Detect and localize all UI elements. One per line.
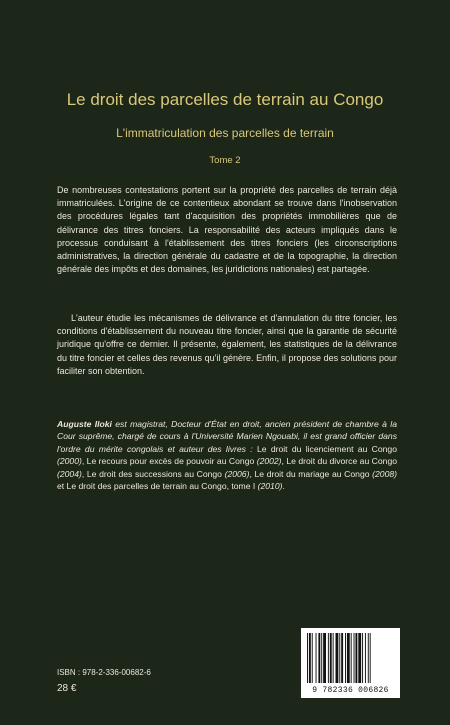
barcode-bar — [330, 633, 332, 683]
barcode-bar — [341, 633, 343, 683]
work-4-year: (2006) — [224, 468, 250, 479]
barcode-bar — [312, 633, 313, 683]
barcode-bar — [351, 633, 352, 683]
summary-paragraph-1: De nombreuses contestations portent sur la propriété des parcelles de terrain déjà immatriculées. L'origine de ce contentieux abondant se trouve dans l'inobservation des procédures légales tant d'acquisition des propriétés immobilières que de délivrance des titres fonciers. La responsabilité des acteurs impliqués dans le processus conduisant à l'établissement des titres fonciers (les circonscriptions administratives, la direction générale du cadastre et de la topographie, la direction générale des impôts et des domaines, les juridictions nationales) est partagée. — [57, 185, 397, 275]
barcode-bar — [365, 633, 366, 683]
barcode-bar — [345, 633, 346, 683]
barcode-bar — [355, 633, 357, 683]
work-3-year: (2004) — [57, 468, 82, 479]
barcode-bar — [318, 633, 320, 683]
barcode-bar — [328, 633, 329, 683]
barcode-bar — [370, 633, 371, 683]
barcode-bar — [354, 633, 355, 683]
work-5-year: (2008) — [372, 468, 397, 479]
bio-end: . — [282, 481, 285, 492]
tome-label: Tome 2 — [209, 155, 241, 166]
price-label: 28 € — [57, 683, 77, 694]
barcode-bar — [321, 633, 322, 683]
author-bio-text: est magistrat, Docteur d'État en droit, ancien président de chambre à la Cour suprême, chargé de cours à l'Université Marien Ngouabi, il est grand officier dans l'ordre du mérite congolais et auteur des livres : — [57, 419, 397, 454]
barcode-bar — [309, 633, 311, 683]
barcode-bar — [362, 633, 363, 683]
summary-paragraph-2: L'auteur étudie les mécanismes de délivrance et d'annulation du titre foncier, les conditions d'établissement du nouveau titre foncier, ainsi que la garantie de sécurité juridique qu'offre ce dernier. Il présente, également, les statistiques de la délivrance du titre foncier et celles des revenus qu'il génère. Enfin, il propose des solutions pour faciliter son obtention. — [57, 313, 397, 376]
work-1: Le droit du licenciement au Congo — [252, 443, 397, 454]
book-title: Le droit des parcelles de terrain au Congo — [66, 90, 384, 109]
book-subtitle: L'immatriculation des parcelles de terrain — [116, 126, 334, 140]
barcode-bar — [347, 633, 350, 683]
work-2: , Le recours pour excès de pouvoir au Congo — [81, 456, 257, 467]
isbn-label: ISBN : 978-2-336-00682-6 — [57, 668, 151, 677]
barcode-bar — [336, 633, 339, 683]
barcode-bar — [358, 633, 361, 683]
barcode-bar — [323, 633, 326, 683]
barcode-bar — [307, 633, 308, 683]
author-name: Auguste Iloki — [57, 419, 112, 429]
barcode-bar — [333, 633, 334, 683]
work-4: , Le droit des successions au Congo — [81, 468, 225, 479]
work-3: , Le droit du divorce au Congo — [281, 456, 398, 467]
barcode-bar — [339, 633, 340, 683]
author-bio — [57, 418, 397, 492]
work-2-year: (2002) — [256, 456, 282, 467]
barcode-digits: 9 782336 006826 — [312, 686, 389, 695]
barcode — [301, 628, 400, 698]
work-6-year: (2010) — [257, 481, 283, 492]
barcode-bars-icon — [307, 633, 394, 683]
work-6: et Le droit des parcelles de terrain au Congo, tome I — [57, 481, 258, 492]
work-5: , Le droit du mariage au Congo — [249, 468, 373, 479]
work-1-year: (2000) — [57, 456, 82, 467]
barcode-bar — [368, 633, 369, 683]
barcode-bar — [316, 633, 317, 683]
